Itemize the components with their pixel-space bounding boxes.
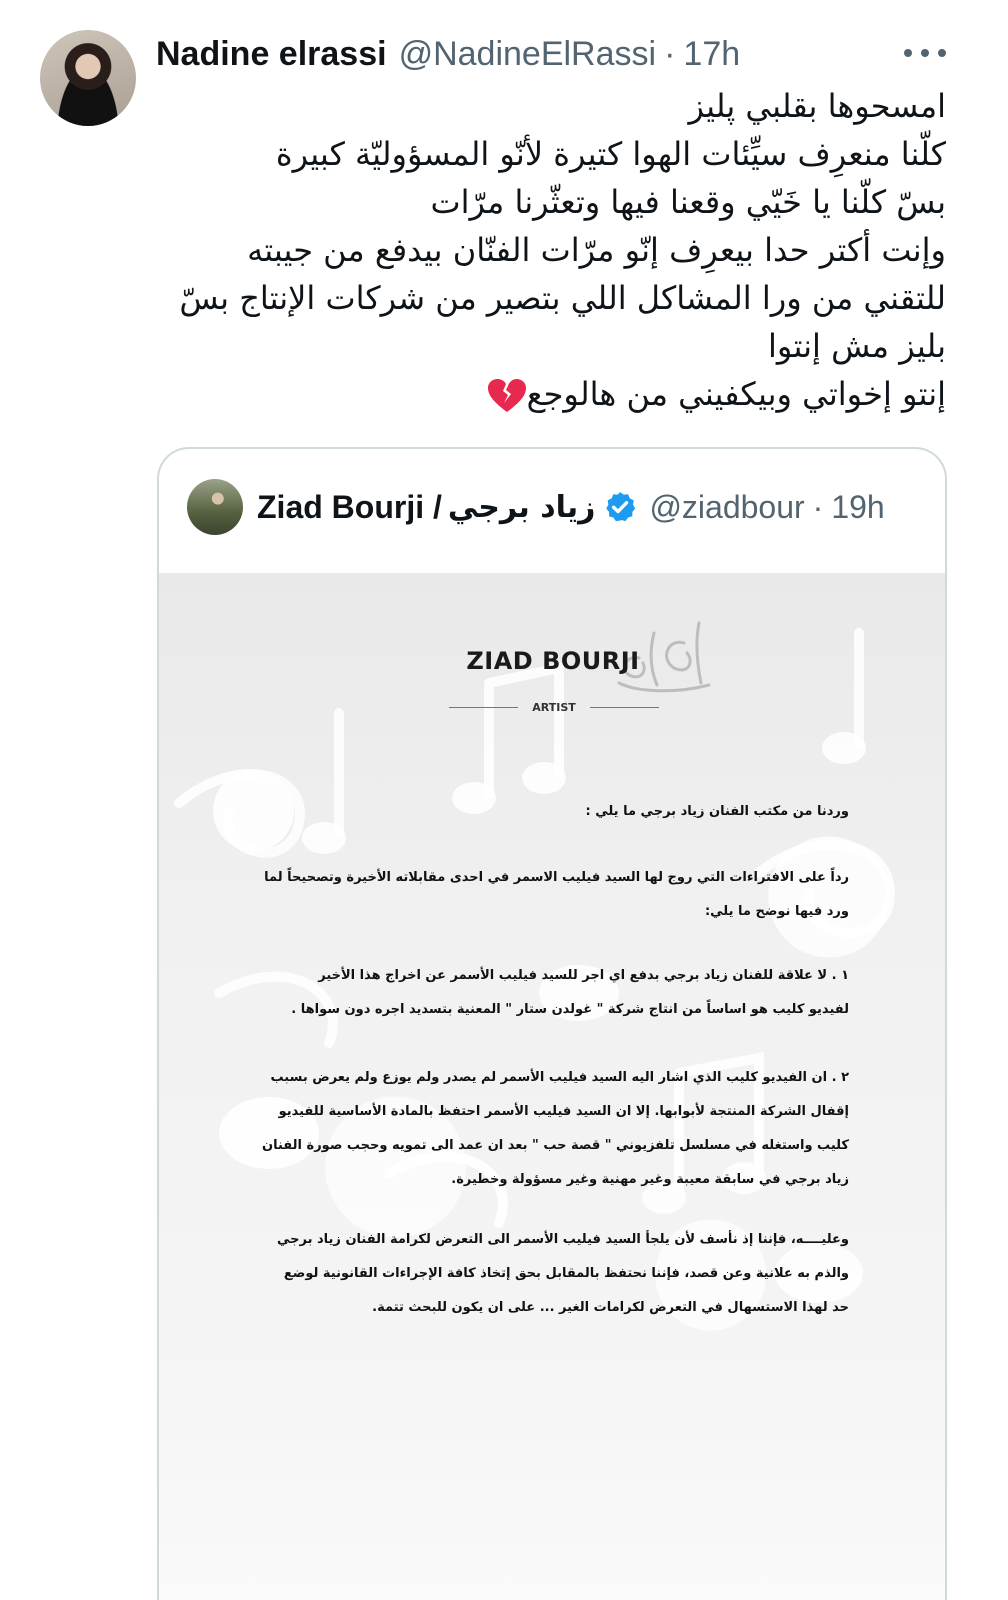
tweet-line: للتقني من ورا المشاكل اللي بتصير من شركات الإنتاج بسّ (179, 279, 946, 317)
tweet-header (156, 30, 740, 78)
quoted-author-handle[interactable]: @ziadbour (649, 488, 805, 525)
document-subtitle: ARTIST (532, 700, 576, 714)
document-paragraph-point-1 (259, 959, 849, 1027)
quoted-header-separator: · (812, 488, 824, 525)
quoted-tweet-image[interactable] (159, 573, 947, 1600)
document-brand-title: ZIAD BOURJI (466, 647, 640, 675)
document-line: ٢ . ان الفيديو كليب الذي اشار اليه السيد فيليب الأسمر لم يصدر ولم يوزع ولم يعرض بسبب (270, 1070, 849, 1085)
author-handle[interactable]: @NadineElRassi (398, 34, 657, 73)
quoted-tweet[interactable] (157, 447, 947, 1600)
document-line: كليب واستغله في مسلسل تلفزيوني " قصة حب " بعد ان عمد الى تمويه وحجب صورة الفنان (262, 1138, 849, 1153)
quoted-author-avatar[interactable] (187, 479, 243, 535)
more-options-icon[interactable] (900, 38, 950, 68)
subtitle-rule-right (590, 707, 659, 708)
document-line: لفيديو كليب هو اساساً من انتاج شركة " غولدن ستار " المعنية بتسديد اجره دون سواها . (291, 1002, 849, 1017)
document-line: رداً على الافتراءات التي روج لها السيد فيليب الاسمر في احدى مقابلاته الأخيرة وتصحيحاً لما (264, 870, 849, 885)
document-line: ورد فيها نوضح ما يلي: (704, 904, 849, 919)
document-line: ١ . لا علاقة للفنان زياد برجي بدفع اي اجر للسيد فيليب الأسمر عن اخراج هذا الأخير (318, 968, 849, 983)
document-line: والذم به علانية وعن قصد، فإننا نحتفظ بالمقابل بحق إتخاذ كافة الإجراءات القانونية لوضع (283, 1266, 849, 1281)
document-line: حد لهذا الاستسهال في التعرض لكرامات الغير ... على ان يكون للبحث تتمة. (372, 1300, 849, 1315)
tweet-line-text: إنتو إخواتي وبيكفيني من هالوجع (526, 375, 946, 413)
quoted-tweet-header (187, 479, 927, 535)
quoted-author-display-name[interactable]: Ziad Bourji / (257, 488, 442, 525)
document-subtitle-row (449, 697, 659, 717)
tweet-timestamp[interactable]: 17h (683, 34, 741, 73)
quoted-author-display-name-arabic[interactable]: زياد برجي (447, 489, 596, 525)
tweet-text (160, 82, 946, 418)
document-paragraph-intro (259, 795, 849, 829)
tweet-line: كلّنا منعرِف سيِّئات الهوا كتيرة لأنّو المسؤوليّة كبيرة (275, 135, 946, 173)
author-avatar[interactable] (40, 30, 136, 126)
verified-badge-icon (603, 490, 637, 524)
document-line: وعليــــه، فإننا إذ نأسف لأن يلجأ السيد فيليب الأسمر الى التعرض لكرامة الفنان زياد برجي (276, 1232, 849, 1247)
tweet-line: وإنت أكتر حدا بيعرِف إنّو مرّات الفنّان بيدفع من جيبته (247, 231, 946, 269)
broken-heart-icon (487, 378, 527, 414)
document-line: وردنا من مكتب الفنان زياد برجي ما يلي : (585, 804, 849, 819)
document-paragraph-preamble (259, 861, 849, 929)
music-notes-background (159, 573, 947, 1333)
subtitle-rule-left (449, 707, 518, 708)
document-line: زياد برجي في سابقة معيبة وغير مهنية وغير مسؤولة وخطيرة. (451, 1172, 849, 1187)
document-paragraph-point-2 (259, 1061, 849, 1197)
tweet-line-last (160, 370, 946, 418)
author-display-name[interactable]: Nadine elrassi (156, 34, 387, 73)
document-paragraph-conclusion (259, 1223, 849, 1325)
document-line: إقفال الشركة المنتجة لأبوابها. إلا ان السيد فيليب الأسمر احتفظ بالمادة الأساسية للفيديو (278, 1104, 849, 1119)
header-separator: · (664, 34, 676, 73)
tweet-line: امسحوها بقلبي پليز (688, 87, 946, 125)
tweet-line: بليز مش إنتوا (768, 327, 946, 365)
tweet-line: بسّ كلّنا يا خَيّي وقعنا فيها وتعثّرنا مرّات (430, 183, 946, 221)
quoted-tweet-timestamp[interactable]: 19h (831, 488, 885, 525)
